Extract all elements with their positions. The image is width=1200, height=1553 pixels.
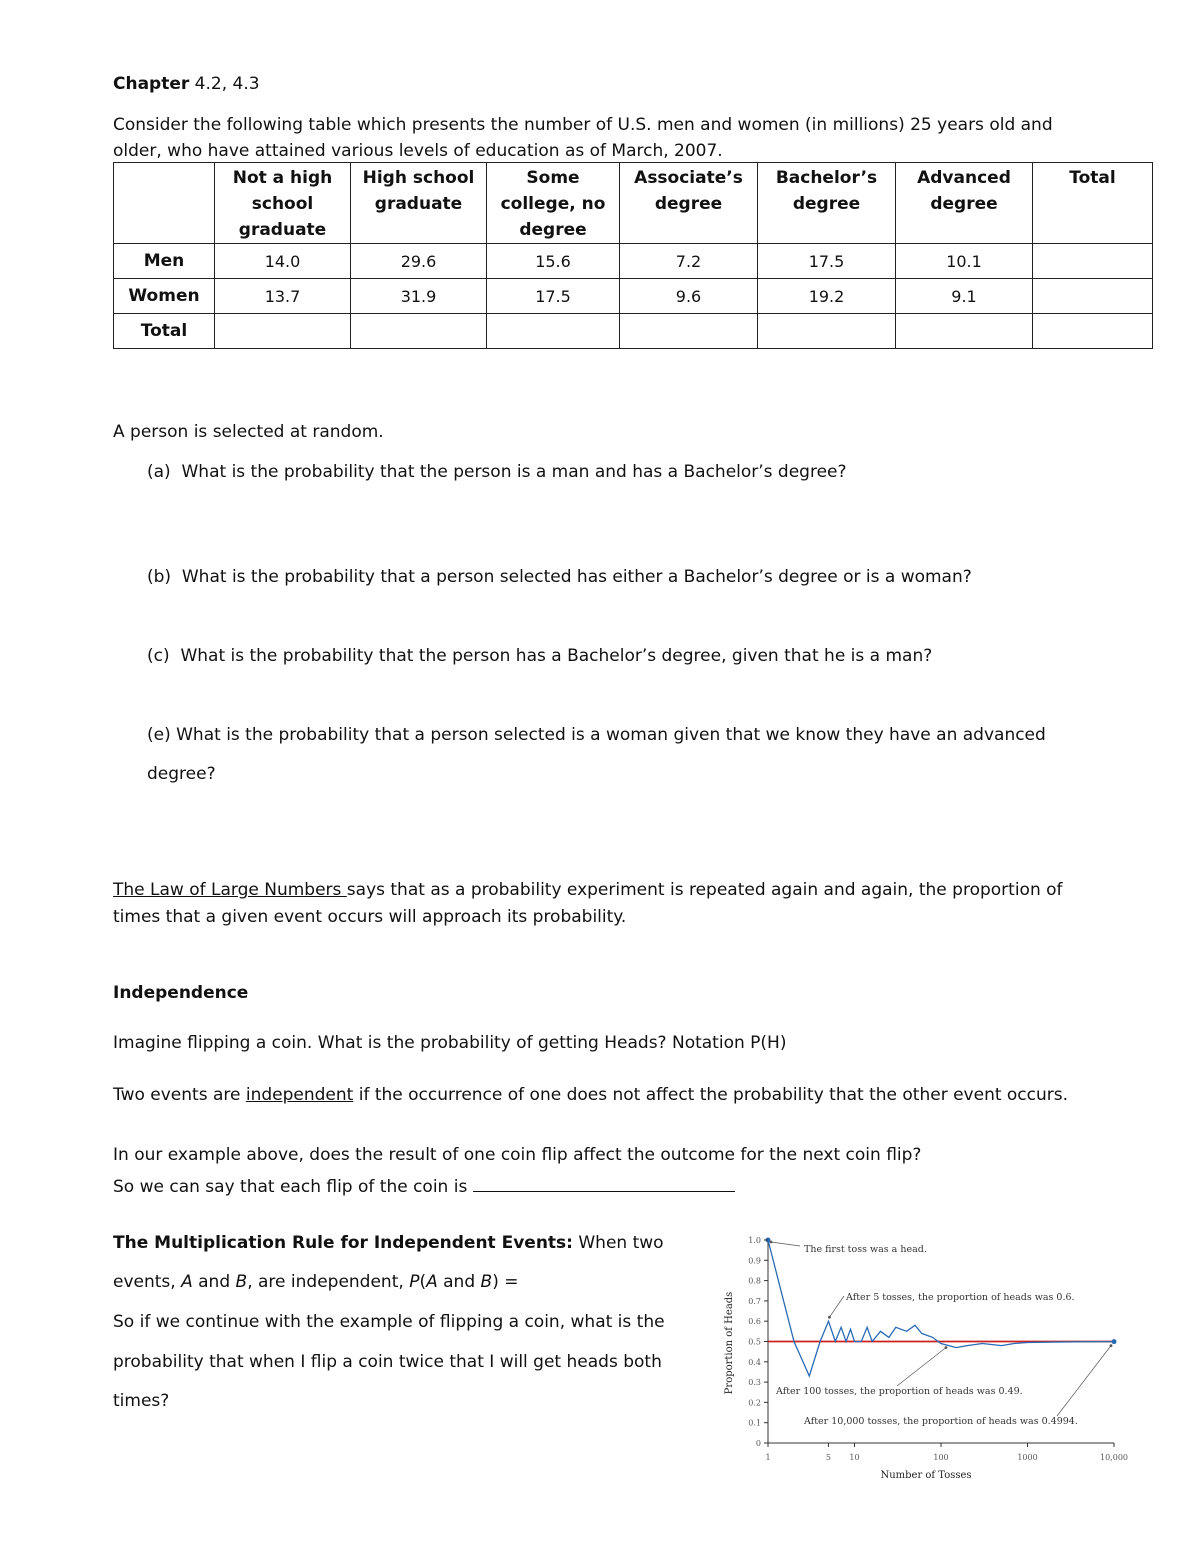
multiplication-rule-title: The Multiplication Rule for Independent Events: When two — [113, 1233, 664, 1253]
multiplication-rule-formula: events, A and B, are independent, P(A and B) = — [113, 1272, 519, 1292]
table-cell: 10.1 — [896, 244, 1033, 279]
random-selection-text: A person is selected at random. — [113, 422, 384, 442]
table-cell — [620, 314, 758, 349]
question-e-line-2: degree? — [147, 764, 216, 784]
annotation-label: After 5 tosses, the proportion of heads was 0.6. — [846, 1292, 1075, 1303]
table-cell: 15.6 — [487, 244, 620, 279]
chapter-label: Chapter — [113, 74, 190, 94]
header-advanced: Advanced degree — [896, 163, 1033, 244]
table-cell — [896, 314, 1033, 349]
header-some-college: Some college, no degree — [487, 163, 620, 244]
table-row — [114, 279, 1153, 314]
proportion-series-group — [766, 1238, 1117, 1377]
annotation-leader — [829, 1296, 844, 1317]
y-tick-label: 1.0 — [748, 1236, 761, 1245]
y-tick-label: 0.8 — [748, 1276, 761, 1286]
question-c-text: What is the probability that the person has a Bachelor’s degree, given that he is a man? — [180, 646, 933, 666]
question-b-text: What is the probability that a person selected has either a Bachelor’s degree or is a woman? — [181, 567, 972, 587]
question-b-tag: (b) — [147, 567, 172, 587]
law-definition: says that as a probability experiment is repeated again and again, the proportion of — [346, 880, 1063, 900]
annotation-leader — [1057, 1346, 1111, 1416]
row-label-women: Women — [114, 279, 215, 314]
independence-coin-question: Imagine flipping a coin. What is the probability of getting Heads? Notation P(H) — [113, 1033, 787, 1053]
table-header-row — [114, 163, 1153, 244]
table-cell: 9.6 — [620, 279, 758, 314]
table-cell: 9.1 — [896, 279, 1033, 314]
table-corner-cell — [114, 163, 215, 244]
law-of-large-numbers-chart — [722, 1228, 1142, 1488]
multiplication-question-line-2: probability that when I flip a coin twice that I will get heads both — [113, 1352, 662, 1372]
table-cell — [1033, 314, 1153, 349]
header-bachelors: Bachelor’s degree — [758, 163, 896, 244]
annotation-leader — [771, 1242, 800, 1246]
table-cell: 13.7 — [215, 279, 351, 314]
y-tick-label: 0.1 — [748, 1418, 761, 1428]
header-not-high-school: Not a high school graduate — [215, 163, 351, 244]
y-tick-label: 0 — [755, 1439, 761, 1448]
table-cell: 19.2 — [758, 279, 896, 314]
annotations-group — [770, 1241, 1113, 1427]
x-tick-label: 1 — [765, 1453, 771, 1462]
independent-term: independent — [245, 1085, 354, 1105]
chapter-number: 4.2, 4.3 — [194, 74, 260, 94]
y-tick-label: 0.4 — [748, 1357, 761, 1367]
y-tick-label: 0.7 — [748, 1296, 761, 1306]
table-cell: 17.5 — [758, 244, 896, 279]
chapter-title — [113, 73, 260, 95]
table-cell — [1033, 279, 1153, 314]
table-cell: 14.0 — [215, 244, 351, 279]
annotation-arrowhead — [828, 1316, 831, 1319]
independence-heading: Independence — [113, 983, 249, 1003]
row-label-total: Total — [114, 314, 215, 349]
annotation-label: The first toss was a head. — [804, 1244, 927, 1255]
proportion-line — [768, 1240, 1114, 1376]
table-row — [114, 244, 1153, 279]
row-label-men: Men — [114, 244, 215, 279]
education-table — [113, 162, 1153, 349]
table-cell: 7.2 — [620, 244, 758, 279]
law-term: The Law of Large Numbers — [113, 880, 347, 900]
table-row — [114, 314, 1153, 349]
law-line-2: times that a given event occurs will approach its probability. — [113, 907, 627, 927]
multiplication-question-line-1: So if we continue with the example of flipping a coin, what is the — [113, 1312, 665, 1332]
multiplication-question-line-3: times? — [113, 1391, 170, 1411]
x-tick-label: 1000 — [1017, 1453, 1038, 1462]
y-tick-label: 0.3 — [748, 1378, 761, 1388]
question-b — [147, 566, 972, 588]
question-c-tag: (c) — [147, 646, 170, 666]
x-tick-label: 10,000 — [1100, 1453, 1128, 1462]
table-cell — [351, 314, 487, 349]
y-tick-label: 0.9 — [748, 1256, 761, 1266]
table-cell — [487, 314, 620, 349]
annotation-label: After 100 tosses, the proportion of heads was 0.49. — [776, 1386, 1023, 1397]
independence-definition: Two events are independent if the occurrence of one does not affect the probability that the other event occurs. — [113, 1085, 1069, 1105]
table-cell — [215, 314, 351, 349]
table-cell: 31.9 — [351, 279, 487, 314]
independence-fill-in: So we can say that each flip of the coin is — [113, 1176, 735, 1198]
annotation-arrowhead — [770, 1241, 773, 1244]
question-a-tag: (a) — [147, 462, 171, 482]
last-toss-point — [1112, 1339, 1117, 1344]
annotation-arrowhead — [1110, 1344, 1113, 1347]
table-cell: 17.5 — [487, 279, 620, 314]
annotation-label: After 10,000 tosses, the proportion of heads was 0.4994. — [804, 1416, 1078, 1427]
y-tick-label: 0.5 — [748, 1337, 761, 1347]
table-cell: 29.6 — [351, 244, 487, 279]
annotation-arrowhead — [945, 1346, 948, 1349]
law-of-large-numbers — [113, 879, 1063, 901]
intro-line-2: older, who have attained various levels of education as of March, 2007. — [113, 141, 723, 161]
question-c — [147, 645, 932, 667]
tick-labels-group — [748, 1236, 1128, 1462]
question-a-text: What is the probability that the person is a man and has a Bachelor’s degree? — [181, 462, 847, 482]
answer-blank — [473, 1177, 735, 1192]
header-high-school: High school graduate — [351, 163, 487, 244]
x-tick-label: 10 — [849, 1453, 860, 1462]
question-a — [147, 461, 847, 483]
table-cell — [1033, 244, 1153, 279]
independence-example-question: In our example above, does the result of one coin flip affect the outcome for the next coin flip? — [113, 1145, 922, 1165]
x-axis-label: Number of Tosses — [880, 1470, 972, 1481]
y-tick-label: 0.6 — [748, 1317, 761, 1327]
header-associates: Associate’s degree — [620, 163, 758, 244]
y-axis-label: Proportion of Heads — [724, 1291, 735, 1395]
intro-line-1: Consider the following table which presents the number of U.S. men and women (in millions) 25 years old and — [113, 115, 1053, 135]
x-tick-label: 5 — [825, 1453, 832, 1462]
table-cell — [758, 314, 896, 349]
y-tick-label: 0.2 — [748, 1398, 761, 1408]
x-tick-label: 100 — [933, 1453, 949, 1462]
question-e-line-1: (e) What is the probability that a person selected is a woman given that we know they have an advanced — [147, 725, 1046, 745]
annotation-leader — [897, 1348, 946, 1386]
header-total: Total — [1033, 163, 1153, 244]
